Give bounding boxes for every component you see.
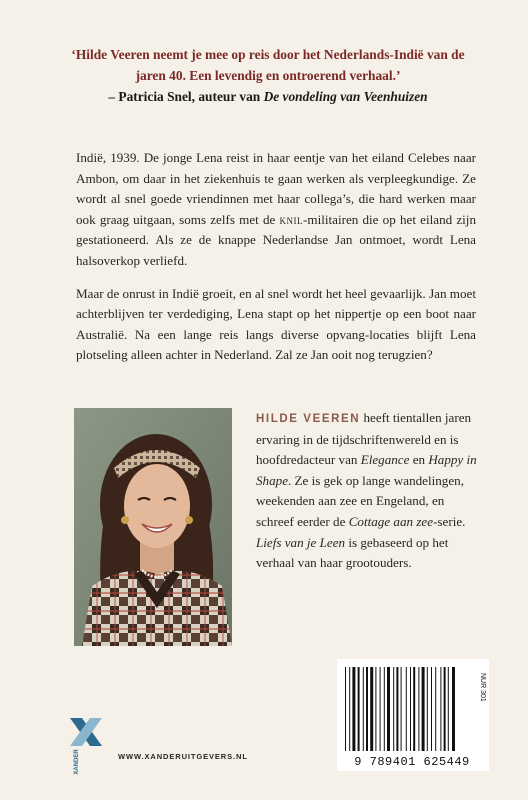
isbn-digits: 9 789401 625449 bbox=[354, 755, 470, 769]
attribution-prefix: – Patricia Snel, auteur van bbox=[108, 89, 264, 104]
barcode-bar bbox=[363, 667, 364, 751]
barcode-bar bbox=[406, 667, 407, 751]
author-portrait-illustration bbox=[74, 408, 232, 646]
barcode-bar bbox=[366, 667, 368, 751]
barcode-bar bbox=[384, 667, 385, 751]
barcode-bar bbox=[410, 667, 411, 751]
barcode-bar bbox=[401, 667, 402, 751]
blurb-p1-part-b: -militairen die op het eiland zijn gestationeerd. Als ze de knappe Nederlandse Jan ontmoet, wordt Lena halsoverkop verliefd. bbox=[76, 211, 476, 268]
bio-text-2: en bbox=[409, 452, 429, 468]
attribution-book-title: De vondeling van Veenhuizen bbox=[263, 89, 428, 104]
blurb-p1-knil: knil bbox=[279, 211, 304, 227]
barcode-bar bbox=[431, 667, 432, 751]
bio-text-1: heeft tientallen jaren ervaring in de tijdschriftenwereld en is hoofdredacteur van bbox=[256, 410, 472, 468]
barcode-bar bbox=[352, 667, 355, 751]
barcode-bar bbox=[413, 667, 415, 751]
quote-attribution bbox=[40, 86, 496, 107]
barcode-bar bbox=[422, 667, 425, 751]
nur-code: NUR 301 bbox=[479, 673, 486, 702]
barcode-bar bbox=[393, 667, 394, 751]
barcode-bar bbox=[448, 667, 449, 751]
author-photo bbox=[74, 408, 232, 646]
bio-text-4: -serie. bbox=[433, 513, 466, 529]
barcode-bar bbox=[375, 667, 376, 751]
barcode-bar bbox=[380, 667, 381, 751]
author-name: HILDE VEEREN bbox=[256, 413, 361, 425]
barcode-bar bbox=[435, 667, 436, 751]
bio-series: Cottage aan zee bbox=[348, 513, 434, 529]
blurb bbox=[76, 148, 476, 378]
barcode-bar bbox=[418, 667, 419, 751]
bio-magazine-2: Happy in Shape bbox=[256, 452, 477, 488]
bio-book: Liefs van je Leen bbox=[256, 534, 346, 550]
barcode-bar bbox=[358, 667, 360, 751]
barcode-bar bbox=[370, 667, 373, 751]
barcode-bar bbox=[349, 667, 350, 751]
logo-text: XANDER bbox=[74, 749, 80, 775]
isbn-barcode bbox=[337, 659, 489, 771]
blurb-paragraph-2: Maar de onrust in Indië groeit, en al snel wordt het heel gevaarlijk. Jan moet achterblijven ter verdediging, Lena stapt op het nippertje op een boot naar Australië. Na een lange reis langs diverse opvang-locaties blijft Lena plotseling alleen achter in Nederland. Zal ze Jan ooit nog terugzien? bbox=[76, 285, 476, 363]
bio-text-3: . Ze is gek op lange wandelingen, weekenden aan zee en Engeland, en schreef eerder de bbox=[256, 472, 464, 529]
blurb-paragraph-1 bbox=[76, 148, 476, 272]
blurb-p1-part-a: Indië, 1939. De jonge Lena reist in haar eentje van het eiland Celebes naar Ambon, om daar in het ziekenhuis te gaan werken als verpleegkundige. Ze wordt al snel goede vriendinnen met haar collega’s, die hard werken maar ook graag uitgaan, soms zelfs met de bbox=[76, 150, 476, 227]
xander-logo-icon bbox=[68, 716, 104, 776]
author-bio bbox=[256, 408, 482, 574]
bio-text-5: is gebaseerd op het verhaal van haar grootouders. bbox=[256, 534, 449, 571]
review-quote: ‘Hilde Veeren neemt je mee op reis door het Nederlands-Indië van de jaren 40. Een levendig en ontroerend verhaal.’ bbox=[71, 47, 465, 83]
barcode-bar bbox=[444, 667, 446, 751]
barcode-bar bbox=[345, 667, 346, 751]
publisher-website: WWW.XANDERUITGEVERS.NL bbox=[118, 752, 248, 761]
barcode-bar bbox=[440, 667, 441, 751]
bio-magazine-1: Elegance bbox=[360, 452, 410, 468]
barcode-bar bbox=[396, 667, 398, 751]
barcode-bar bbox=[387, 667, 390, 751]
barcode-bar bbox=[427, 667, 428, 751]
barcode-bar bbox=[452, 667, 455, 751]
